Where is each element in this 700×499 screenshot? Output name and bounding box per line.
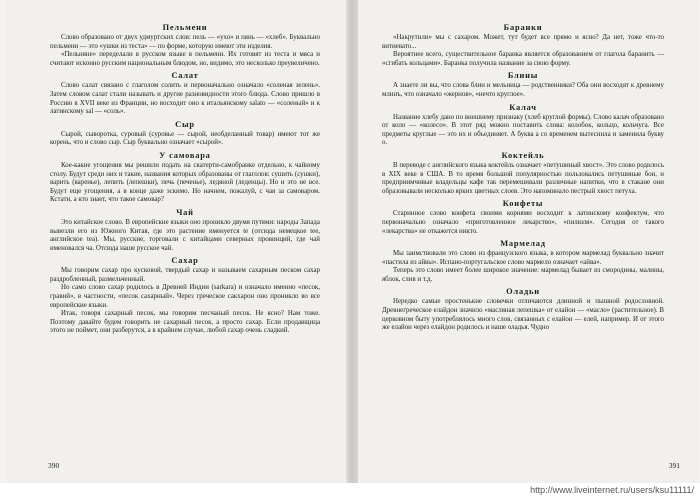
section-title: Салат bbox=[171, 71, 199, 81]
section-paragraph: Сырой, сыворотка, суровый (суровье — сырой, необделанный товар) имеют тот же корень, что и слово сыр. Сыр буквально означает «сырой». bbox=[50, 130, 320, 147]
page-number-right: 391 bbox=[668, 461, 680, 470]
right-page-text bbox=[382, 20, 664, 333]
section-paragraph: Вероятнее всего, существительное баранка является образованием от глагола баранить — «сгибать кольцами». Баранка получила название за свою форму. bbox=[382, 51, 664, 67]
section-paragraph: Теперь это слово имеет более широкое значение: мармелад бывает из смородины, малины, яблок, слив и т.д. bbox=[382, 267, 664, 283]
section-title: Коктейль bbox=[501, 150, 545, 160]
section-title: Оладьи bbox=[506, 287, 540, 297]
section-paragraph: Старинное слово конфета своими корнями восходит к латинскому конфектум, что первоначально означало «приготовленное лекарство», «пилюля». Сегодня от такого «лекарства» не откажется никто. bbox=[382, 210, 664, 235]
section-title: Калач bbox=[509, 102, 537, 112]
left-page bbox=[6, 0, 346, 483]
section-title: У самовара bbox=[159, 150, 211, 160]
section-title: Блины bbox=[507, 71, 539, 81]
section-title: Пельмени bbox=[162, 23, 208, 32]
section-title: Сахар bbox=[171, 256, 199, 266]
book-gutter bbox=[346, 0, 358, 483]
section-title: Конфеты bbox=[502, 199, 544, 209]
section-paragraph: Итак, говоря сахарный песок, мы говорим песчаный песок. Не ясно? Нам тоже. Поэтому давайте будем говорить не сахарный песок, а просто сахар. Если продавщица этого не поймет, они разберутся, а в крайнем случае, любой сахар очень сладкий. bbox=[50, 310, 320, 335]
section-paragraph: Это китайское слово. В европейские языки оно проникло двумя путями: народы Запада вывезли его из Южного Китая, где это растение именуется te (отсюда немецкое tee, английское tea). Мы, русские, торговали с китайцами северных провинций, где чай именовался ча. Отсюда наше русское чай. bbox=[50, 218, 320, 252]
section-paragraph: Слово образовано от двух удмуртских слов: пель — «ухо» и пянь — «хлеб». Буквально пельмени — это «ушки из теста» — по форме, которую имеют эти изделия. bbox=[50, 34, 320, 50]
right-page bbox=[358, 0, 698, 483]
left-page-text bbox=[50, 20, 320, 336]
source-url[interactable]: http://www.liveinternet.ru/users/ksu11111/ bbox=[530, 485, 694, 495]
section-paragraph: Мы говорим сахар про кусковой, твердый сахар и называем сахарным песком сахар раздробленный, размельченный. bbox=[50, 267, 320, 283]
section-paragraph: Мы заимствовали это слово из французского языка, в котором мармелад буквально значит «пастила из айвы». Испано-португальское слово мармело означает «айва». bbox=[382, 250, 664, 266]
section-paragraph: «Накрутили» мы с сахаром. Может, тут будет все прямо и ясно? Да нет, тоже что-то витиевато... bbox=[382, 34, 664, 50]
section-paragraph: А знаете ли вы, что слова блин и мельница — родственники? Оба они восходят к древнему млинъ, что означало «жернов», «нечто круглое». bbox=[382, 82, 664, 98]
section-paragraph: Кое-какие угощения мы решили подать на скатерти-самобранке отдельно, к чайному столу. Будут среди них и такие, названия которых образованы от глаголов: сушить (сушки), варить (варенье), лепить (лепешки), печь (печенье), ледяной (леденцы). Но и это не все. Будут еще угощения, а в конце даже эскимо. Но начнем, пожалуй, с чая за самоваром. Кстати, а кто знает, что такое самовар? bbox=[50, 161, 320, 204]
section-paragraph: В переводе с английского языка коктейль означает «петушиный хвост». Это слово родилось в XIX веке в США. В то время большой популярностью пользовались петушиные бои, и предприимчивые владельцы кафе так перемешивали различные напитки, что в стакане они образовывали несколько ярких цветных слоев. Это напоминало пестрый хвост петуха. bbox=[382, 161, 664, 195]
watermark-bar bbox=[0, 483, 700, 499]
section-title: Чай bbox=[176, 207, 194, 217]
section-paragraph: Слово салат связано с глаголом солить и первоначально означало «соленая зелень». Затем словом салат стали называть и другие разновидности этого блюда. Слово пришло в Россию в XVII веке из Франции, но восходит оно к итальянскому salato — «соленый» и к латинскому sal — «соль». bbox=[50, 82, 320, 116]
section-paragraph: Но само слово сахар родилось в Древней Индии (sarkara) и означало именно «песок, гравий», в частности, «песок сахарный». Через греческое сакхарон оно проникло во все европейские языки. bbox=[50, 284, 320, 309]
section-paragraph: Название хлебу дано по внешнему признаку (хлеб круглой формы). Слово калач образовано от коло — «колесо». В этот ряд можно поставить слова: колобок, кольцо, кольчуга. Все предметы круглые — это их и объединяет. А буква а со временем вытеснила и заменила букву о. bbox=[382, 113, 664, 147]
section-title: Сыр bbox=[175, 119, 195, 129]
page-number-left: 390 bbox=[48, 461, 60, 470]
section-title: Мармелад bbox=[500, 239, 546, 249]
section-title: Баранки bbox=[503, 23, 543, 32]
section-paragraph: Нередко самые простенькие словечки отличаются длинной и пышной родословной. Древнегреческое елайдон значило «масляная лепешка» от елайон — «масло» (растительное). В церковном быту употреблялось много слов, связанных с елайон — елей, например. И от этого же елайон через елайдон родилось и наше оладья. Чудно bbox=[382, 298, 664, 332]
section-paragraph: «Пельняне» переделали в русском языке в пельмени. Их готовят из теста и мяса и считают исконно русским национальным блюдом, но, видимо, это несколько преувеличено. bbox=[50, 51, 320, 67]
